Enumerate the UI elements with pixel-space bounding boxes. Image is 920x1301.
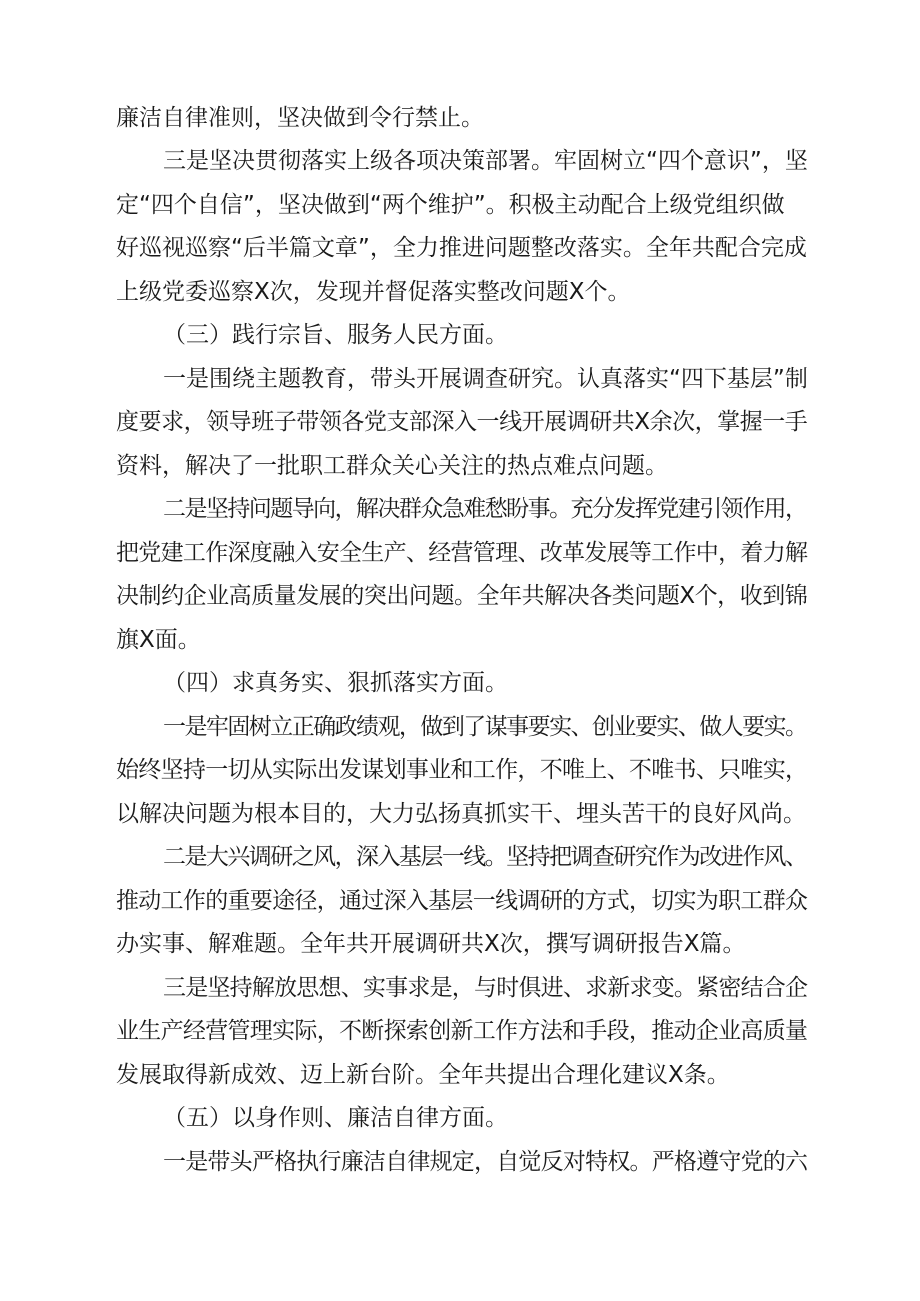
section-heading: （三）践行宗旨、服务人民方面。 [163, 322, 508, 348]
text-line: 一是围绕主题教育，带头开展调查研究。认真落实“四下基层”制 [163, 366, 808, 392]
text-line: 推动工作的重要途径，通过深入基层一线调研的方式，切实为职工群众 [116, 888, 808, 914]
text-line: 廉洁自律准则，坚决做到令行禁止。 [116, 105, 484, 131]
text-line: 始终坚持一切从实际出发谋划事业和工作，不唯上、不唯书、只唯实， [116, 757, 808, 783]
text-line: 上级党委巡察X次，发现并督促落实整改问题X个。 [116, 279, 631, 305]
text-line: 决制约企业高质量发展的突出问题。全年共解决各类问题X个，收到锦 [116, 583, 808, 609]
text-line: 三是坚决贯彻落实上级各项决策部署。牢固树立“四个意识”，坚 [163, 148, 808, 174]
text-line: 发展取得新成效、迈上新台阶。全年共提出合理化建议X条。 [116, 1062, 730, 1088]
text-line: 业生产经营管理实际，不断探索创新工作方法和手段，推动企业高质量 [116, 1018, 808, 1044]
text-line: 二是大兴调研之风，深入基层一线。坚持把调查研究作为改进作风、 [163, 844, 807, 870]
text-line: 好巡视巡察“后半篇文章”，全力推进问题整改落实。全年共配合完成 [116, 235, 807, 261]
section-heading: （四）求真务实、狠抓落实方面。 [163, 670, 508, 696]
text-line: 一是牢固树立正确政绩观，做到了谋事要实、创业要实、做人要实。 [163, 714, 807, 740]
section-heading: （五）以身作则、廉洁自律方面。 [163, 1105, 508, 1131]
text-line: 定“四个自信”，坚决做到“两个维护”。积极主动配合上级党组织做 [116, 192, 785, 218]
text-line: 一是带头严格执行廉洁自律规定，自觉反对特权。严格遵守党的六 [163, 1149, 808, 1175]
text-line: 以解决问题为根本目的，大力弘扬真抓实干、埋头苦干的良好风尚。 [116, 801, 806, 827]
text-line: 旗X面。 [116, 627, 201, 653]
text-line: 办实事、解难题。全年共开展调研共X次，撰写调研报告X篇。 [116, 931, 746, 957]
text-line: 二是坚持问题导向，解决群众急难愁盼事。充分发挥党建引领作用， [163, 496, 807, 522]
text-line: 资料，解决了一批职工群众关心关注的热点难点问题。 [116, 453, 668, 479]
text-line: 度要求，领导班子带领各党支部深入一线开展调研共X余次，掌握一手 [116, 409, 808, 435]
text-line: 把党建工作深度融入安全生产、经营管理、改革发展等工作中，着力解 [116, 540, 808, 566]
text-line: 三是坚持解放思想、实事求是，与时俱进、求新求变。紧密结合企 [163, 975, 808, 1001]
